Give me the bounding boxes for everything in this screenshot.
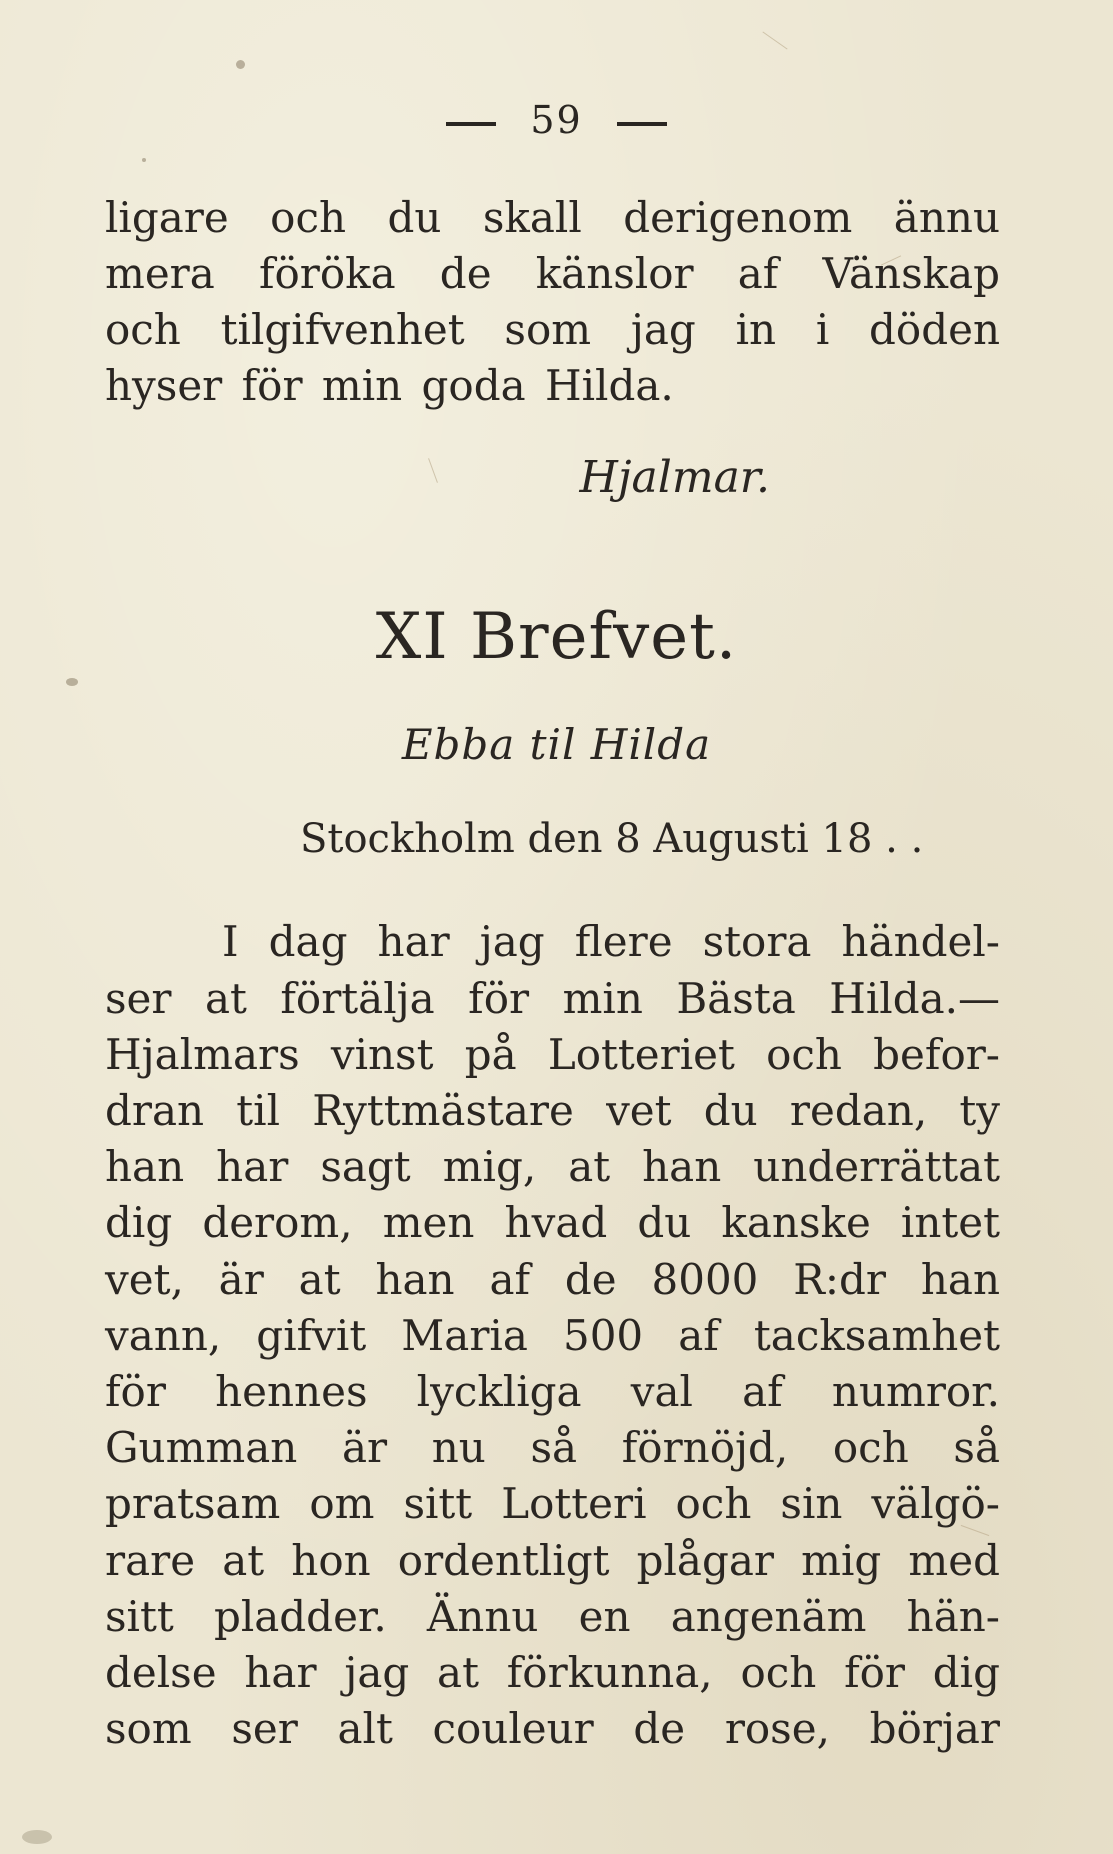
text-line: sitt pladder. Ännu en angenäm hän- (105, 1592, 1000, 1641)
paper-speck (66, 678, 78, 686)
text-line: ligare och du skall derigenom ännu (105, 193, 1000, 242)
text-line: som ser alt couleur de rose, börjar (105, 1704, 1000, 1753)
text-line: han har sagt mig, at han underrättat (105, 1142, 1000, 1191)
text-line: Hjalmars vinst på Lotteriet och befor- (105, 1030, 1000, 1079)
paper-fiber (762, 31, 787, 49)
text-line: Gumman är nu så förnöjd, och så (105, 1423, 1000, 1472)
text-line: rare at hon ordentligt plågar mig med (105, 1536, 1000, 1585)
text-line: dran til Ryttmästare vet du redan, ty (105, 1086, 1000, 1135)
page-number-dash-right (617, 122, 667, 126)
page-number-text: 59 (530, 98, 583, 142)
text-line: pratsam om sitt Lotteri och sin välgö- (105, 1479, 1000, 1528)
text-line: mera föröka de känslor af Vänskap (105, 249, 1000, 298)
paper-speck (236, 60, 245, 69)
text-line: dig derom, men hvad du kanske intet (105, 1198, 1000, 1247)
letter-salutation: Ebba til Hilda (401, 720, 712, 769)
paper-speck (142, 158, 146, 162)
text-line: delse har jag at förkunna, och för dig (105, 1648, 1000, 1697)
page-number (0, 98, 1113, 142)
letter-dateline: Stockholm den 8 Augusti 18 . . (300, 816, 924, 862)
chapter-heading: XI Brefvet. (375, 600, 738, 674)
text-line: och tilgifvenhet som jag in i döden (105, 305, 1000, 354)
text-line: för hennes lyckliga val af numror. (105, 1367, 1000, 1416)
text-line: ser at förtälja för min Bästa Hilda.— (105, 974, 1000, 1023)
letter-signature: Hjalmar. (579, 452, 770, 503)
text-line: hyser för min goda Hilda. (105, 361, 674, 410)
text-line: vet, är at han af de 8000 R:dr han (105, 1255, 1000, 1304)
text-line: I dag har jag flere stora händel- (222, 917, 1000, 966)
paper-speck (22, 1830, 52, 1844)
page-number-dash-left (446, 122, 496, 126)
text-line: vann, gifvit Maria 500 af tacksamhet (105, 1311, 1000, 1360)
